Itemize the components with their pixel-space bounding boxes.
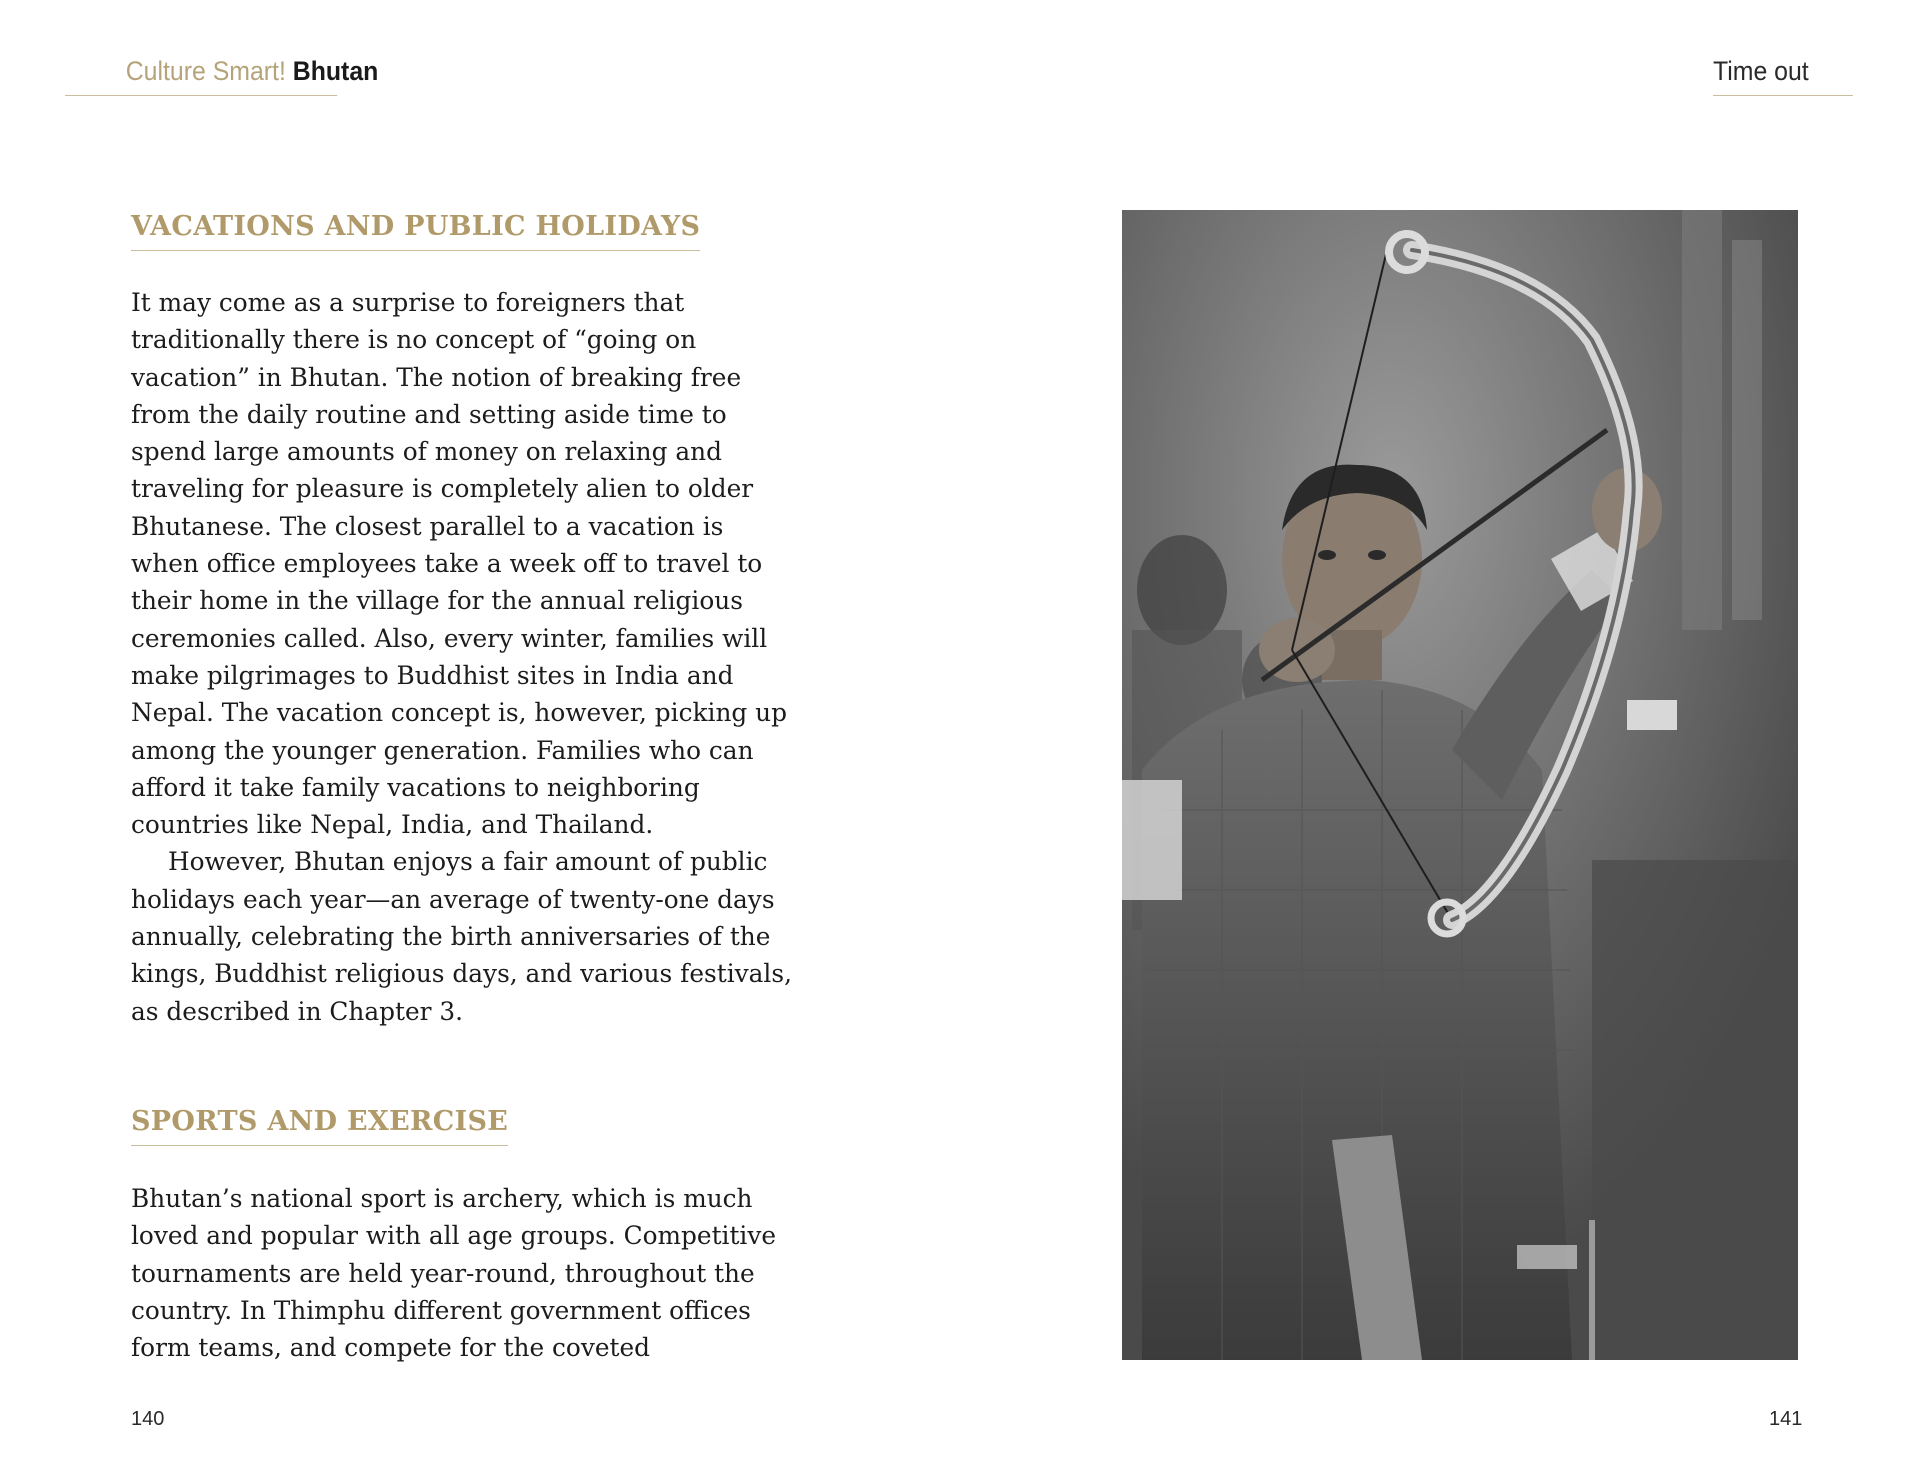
- text-line: countries like Nepal, India, and Thailand.: [131, 810, 654, 840]
- text-line: their home in the village for the annual religious: [131, 586, 743, 616]
- text-line: when office employees take a week off to travel to: [131, 549, 763, 579]
- text-line: form teams, and compete for the coveted: [131, 1333, 651, 1363]
- text-line: Bhutanese. The closest parallel to a vacation is: [131, 511, 724, 541]
- section-heading-vacations: VACATIONS AND PUBLIC HOLIDAYS: [131, 211, 700, 251]
- text-line: from the daily routine and setting aside time to: [131, 399, 727, 429]
- running-head-left: [65, 56, 379, 96]
- running-head-right: [1713, 56, 1853, 96]
- archer-photo-illustration: [1122, 210, 1798, 1360]
- text-line: as described in Chapter 3.: [131, 996, 464, 1026]
- body-text-sports: [131, 1180, 811, 1366]
- text-line: Nepal. The vacation concept is, however, picking up: [131, 698, 788, 728]
- text-line: traditionally there is no concept of “going on: [131, 325, 697, 355]
- text-line: kings, Buddhist religious days, and various festivals,: [131, 959, 792, 989]
- page-number-right: 141: [1769, 1408, 1803, 1430]
- body-text-vacations: [131, 284, 811, 1030]
- text-line: vacation” in Bhutan. The notion of breaking free: [131, 362, 742, 392]
- text-line: country. In Thimphu different government offices: [131, 1295, 751, 1325]
- text-line: spend large amounts of money on relaxing and: [131, 437, 722, 467]
- text-line: annually, celebrating the birth anniversaries of the: [131, 922, 771, 952]
- series-title: Culture Smart!: [125, 56, 286, 86]
- text-line: traveling for pleasure is completely alien to older: [131, 474, 754, 504]
- text-line: among the younger generation. Families who can: [131, 735, 754, 765]
- text-line: afford it take family vacations to neighboring: [131, 772, 700, 802]
- text-line: However, Bhutan enjoys a fair amount of public: [168, 847, 768, 877]
- archer-photo: [1122, 210, 1798, 1360]
- text-line: make pilgrimages to Buddhist sites in India and: [131, 660, 734, 690]
- text-line: ceremonies called. Also, every winter, families will: [131, 623, 768, 653]
- text-line: tournaments are held year-round, throughout the: [131, 1258, 755, 1288]
- text-line: Bhutan’s national sport is archery, which is much: [131, 1184, 753, 1213]
- text-line: holidays each year—an average of twenty-one days: [131, 884, 775, 914]
- book-title: Bhutan: [292, 56, 379, 86]
- text-line: loved and popular with all age groups. Competitive: [131, 1221, 777, 1251]
- section-heading-sports: SPORTS AND EXERCISE: [131, 1106, 508, 1146]
- chapter-title: Time out: [1713, 56, 1809, 86]
- page-number-left: 140: [131, 1408, 165, 1430]
- text-line: It may come as a surprise to foreigners that: [131, 288, 685, 317]
